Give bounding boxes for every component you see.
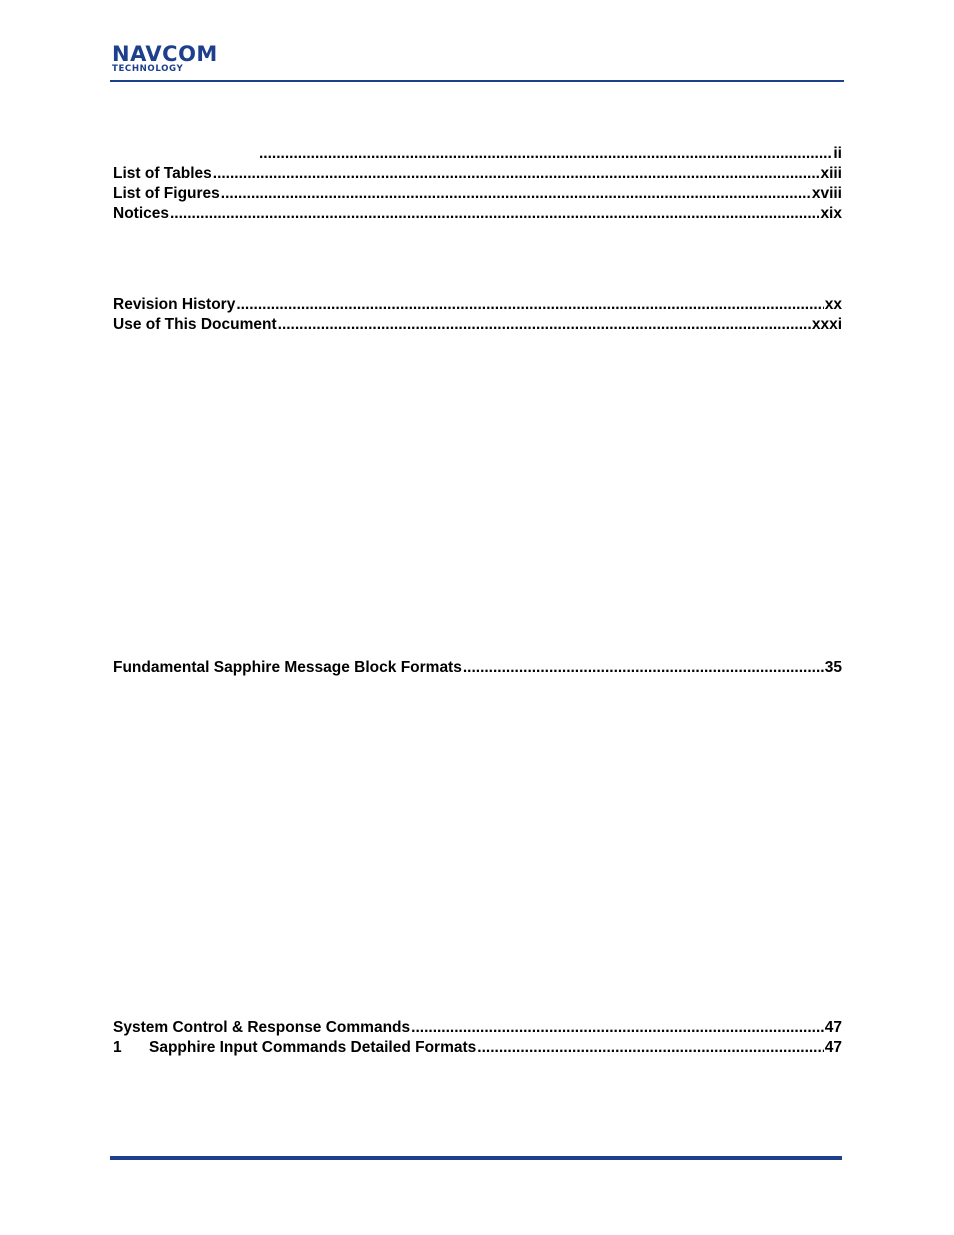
toc-leader xyxy=(221,184,811,204)
toc-leader xyxy=(170,204,819,224)
toc-entry-page: ii xyxy=(833,145,842,162)
toc-entry[interactable] xyxy=(113,1038,842,1058)
toc-entry-page: xviii xyxy=(811,185,842,202)
toc-entry-page: 47 xyxy=(824,1039,842,1056)
toc-entry[interactable] xyxy=(113,164,842,184)
toc-entry-title: Use of This Document xyxy=(113,316,277,333)
toc-leader xyxy=(259,144,832,164)
toc-leader xyxy=(411,1018,824,1038)
toc-entry-page: 47 xyxy=(824,1019,842,1036)
toc-entry-page: xix xyxy=(820,205,842,222)
toc-entry[interactable] xyxy=(113,658,842,678)
toc-leader xyxy=(278,315,811,335)
toc-entry-title: Fundamental Sapphire Message Block Formats xyxy=(113,659,462,676)
header-rule xyxy=(110,80,844,82)
toc-entry-page: xiii xyxy=(820,165,842,182)
toc-entry-page: xxxi xyxy=(811,316,842,333)
toc-entry[interactable] xyxy=(113,144,842,164)
toc-entry-title: Revision History xyxy=(113,296,236,313)
toc-entry-title: List of Figures xyxy=(113,185,220,202)
navcom-logo xyxy=(112,43,236,74)
toc-entry[interactable] xyxy=(113,184,842,204)
toc-entry-title: System Control & Response Commands xyxy=(113,1019,411,1036)
toc-leader xyxy=(213,164,820,184)
toc-leader xyxy=(463,658,824,678)
toc-entry-number: 1 xyxy=(113,1039,122,1056)
toc-entry-page: 35 xyxy=(824,659,842,676)
toc-leader xyxy=(236,295,823,315)
logo-wordmark: NAVCOM xyxy=(112,42,218,66)
toc-entry[interactable] xyxy=(113,204,842,224)
toc-entry-page: xx xyxy=(824,296,842,313)
footer-rule xyxy=(110,1156,842,1160)
logo-subtitle: TECHNOLOGY xyxy=(112,64,184,74)
toc-entry[interactable] xyxy=(113,295,842,315)
toc-entry-title: Notices xyxy=(113,205,169,222)
toc-leader xyxy=(477,1038,823,1058)
toc-entry-title: Sapphire Input Commands Detailed Formats xyxy=(149,1039,477,1056)
toc-entry[interactable] xyxy=(113,1018,842,1038)
toc-entry-title: List of Tables xyxy=(113,165,212,182)
toc-entry[interactable] xyxy=(113,315,842,335)
